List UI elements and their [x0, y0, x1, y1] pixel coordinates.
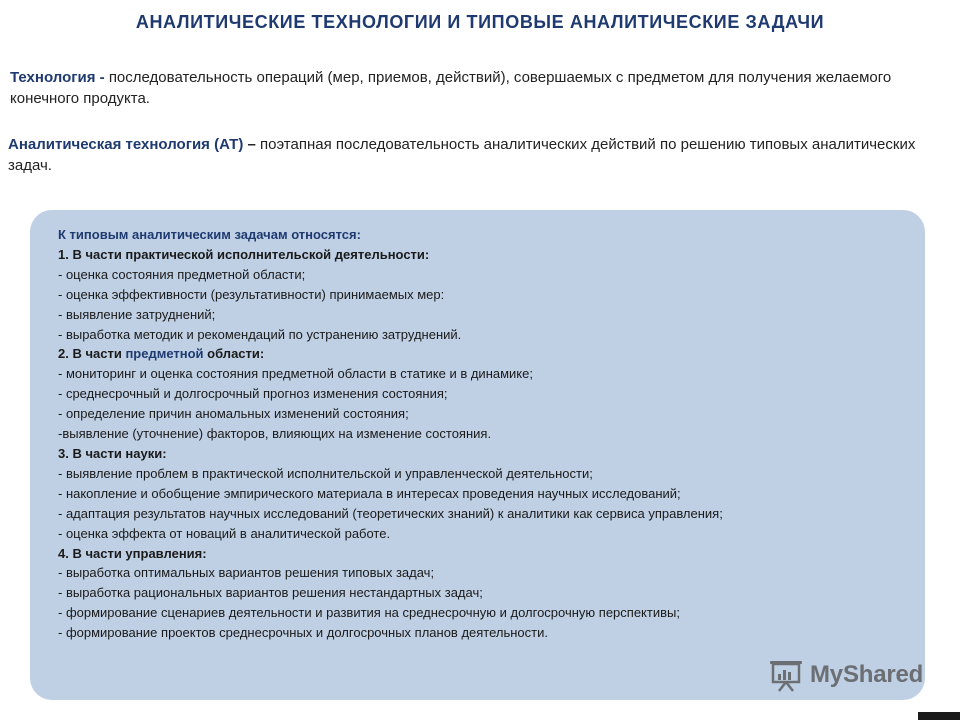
- corner-decoration: [918, 712, 960, 720]
- section-header-part: 2. В части: [58, 346, 126, 362]
- definition-dash: –: [243, 136, 261, 153]
- list-item: - оценка эффективности (результативности) принимаемых мер:: [58, 286, 445, 302]
- definition-term: Технология: [10, 69, 96, 86]
- section-header-management: 4. В части управления:: [58, 545, 207, 561]
- section-header-part: области:: [203, 346, 265, 362]
- list-item: - выработка рациональных вариантов решения нестандартных задач;: [58, 585, 483, 601]
- definition-term: Аналитическая технология (АТ): [8, 136, 244, 153]
- list-item: - формирование проектов среднесрочных и долгосрочных планов деятельности.: [58, 625, 548, 641]
- list-item: - адаптация результатов научных исследований (теоретических знаний) к аналитики как сервиса управления;: [58, 505, 723, 521]
- section-header-accent: предметной: [125, 346, 204, 362]
- section-header-subject: [58, 344, 918, 364]
- list-item: - мониторинг и оценка состояния предметной области в статике и в динамике;: [58, 366, 533, 382]
- list-item: - определение причин аномальных изменений состояния;: [58, 406, 409, 422]
- definition-analytic-technology: [8, 134, 948, 176]
- projector-screen-icon: [768, 658, 804, 692]
- section-header-practice: 1. В части практической исполнительской деятельности:: [58, 246, 430, 262]
- watermark-logo: [768, 656, 923, 694]
- list-item: - накопление и обобщение эмпирического материала в интересах проведения научных исследований;: [58, 485, 681, 501]
- definition-technology: [10, 67, 940, 109]
- list-item: - выработка методик и рекомендаций по устранению затруднений.: [58, 326, 462, 342]
- list-item: - выявление проблем в практической исполнительской и управленческой деятельности;: [58, 465, 593, 481]
- list-item: -выявление (уточнение) факторов, влияющих на изменение состояния.: [58, 426, 492, 442]
- section-header-science: 3. В части науки:: [58, 445, 167, 461]
- watermark-text: MyShared: [810, 661, 924, 688]
- list-item: - оценка состояния предметной области;: [58, 266, 306, 282]
- list-item: - оценка эффекта от новаций в аналитической работе.: [58, 525, 391, 541]
- definition-dash: -: [95, 69, 109, 86]
- definition-text: поэтапная последовательность аналитических действий по решению типовых аналитических задач.: [8, 136, 916, 174]
- list-item: - выявление затруднений;: [58, 306, 216, 322]
- list-item: - формирование сценариев деятельности и развития на среднесрочную и долгосрочную перспективы;: [58, 605, 680, 621]
- definition-text: последовательность операций (мер, приемов, действий), совершаемых с предметом для получения желаемого конечного продукта.: [10, 69, 892, 107]
- tasks-intro: К типовым аналитическим задачам относятся:: [58, 227, 361, 242]
- tasks-list: [58, 225, 918, 643]
- list-item: - выработка оптимальных вариантов решения типовых задач;: [58, 565, 435, 581]
- list-item: - среднесрочный и долгосрочный прогноз изменения состояния;: [58, 386, 448, 402]
- slide-title: АНАЛИТИЧЕСКИЕ ТЕХНОЛОГИИ И ТИПОВЫЕ АНАЛИТИЧЕСКИЕ ЗАДАЧИ: [135, 12, 825, 32]
